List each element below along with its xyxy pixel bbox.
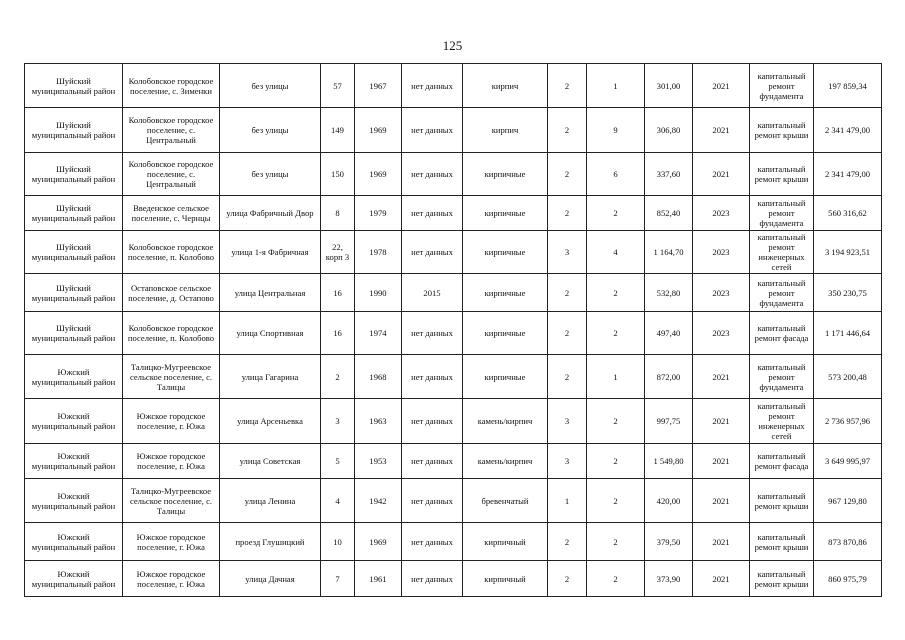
settlement-cell: Колобовское городское поселение, п. Колобово [123, 312, 220, 355]
last-overhaul-cell: нет данных [402, 312, 463, 355]
house-number-cell: 8 [321, 196, 355, 231]
wall-material-cell: кирпичный [463, 561, 548, 597]
year-built-cell: 1969 [355, 153, 402, 196]
district-cell: Южский муниципальный район [25, 561, 123, 597]
table-row [25, 355, 882, 399]
floors-cell: 1 [548, 479, 587, 523]
year-built-cell: 1979 [355, 196, 402, 231]
floors-cell: 3 [548, 231, 587, 274]
entrances-cell: 2 [587, 196, 645, 231]
table-row [25, 274, 882, 312]
floors-cell: 2 [548, 312, 587, 355]
table-row [25, 561, 882, 597]
wall-material-cell: кирпичные [463, 355, 548, 399]
cost-cell: 860 975,79 [814, 561, 882, 597]
area-cell: 337,60 [645, 153, 693, 196]
area-cell: 852,40 [645, 196, 693, 231]
work-type-cell: капитальный ремонт крыши [750, 523, 814, 561]
floors-cell: 3 [548, 399, 587, 444]
work-type-cell: капитальный ремонт инженерных сетей [750, 399, 814, 444]
wall-material-cell: кирпичные [463, 231, 548, 274]
plan-year-cell: 2023 [693, 196, 750, 231]
wall-material-cell: кирпич [463, 64, 548, 108]
house-number-cell: 150 [321, 153, 355, 196]
area-cell: 1 549,80 [645, 444, 693, 479]
last-overhaul-cell: нет данных [402, 108, 463, 153]
cost-cell: 350 230,75 [814, 274, 882, 312]
wall-material-cell: бревенчатый [463, 479, 548, 523]
house-number-cell: 22, корп 3 [321, 231, 355, 274]
year-built-cell: 1967 [355, 64, 402, 108]
work-type-cell: капитальный ремонт крыши [750, 561, 814, 597]
work-type-cell: капитальный ремонт фундамента [750, 196, 814, 231]
house-number-cell: 16 [321, 312, 355, 355]
street-cell: улица Арсеньевка [220, 399, 321, 444]
cost-cell: 1 171 446,64 [814, 312, 882, 355]
table-row [25, 108, 882, 153]
work-type-cell: капитальный ремонт фасада [750, 312, 814, 355]
plan-year-cell: 2021 [693, 479, 750, 523]
settlement-cell: Талицко-Мугреевское сельское поселение, с. Талицы [123, 355, 220, 399]
work-type-cell: капитальный ремонт фундамента [750, 355, 814, 399]
house-number-cell: 57 [321, 64, 355, 108]
entrances-cell: 2 [587, 479, 645, 523]
last-overhaul-cell: нет данных [402, 153, 463, 196]
area-cell: 373,90 [645, 561, 693, 597]
area-cell: 301,00 [645, 64, 693, 108]
settlement-cell: Колобовское городское поселение, с. Центральный [123, 108, 220, 153]
entrances-cell: 1 [587, 64, 645, 108]
district-cell: Шуйский муниципальный район [25, 64, 123, 108]
settlement-cell: Южское городское поселение, г. Южа [123, 444, 220, 479]
district-cell: Южский муниципальный район [25, 444, 123, 479]
plan-year-cell: 2023 [693, 312, 750, 355]
street-cell: улица Фабричный Двор [220, 196, 321, 231]
work-type-cell: капитальный ремонт фундамента [750, 64, 814, 108]
floors-cell: 3 [548, 444, 587, 479]
house-number-cell: 16 [321, 274, 355, 312]
street-cell: улица Центральная [220, 274, 321, 312]
house-number-cell: 149 [321, 108, 355, 153]
cost-cell: 560 316,62 [814, 196, 882, 231]
wall-material-cell: кирпич [463, 108, 548, 153]
last-overhaul-cell: нет данных [402, 444, 463, 479]
cost-cell: 873 870,86 [814, 523, 882, 561]
area-cell: 379,50 [645, 523, 693, 561]
entrances-cell: 2 [587, 312, 645, 355]
house-number-cell: 10 [321, 523, 355, 561]
table-row [25, 444, 882, 479]
cost-cell: 573 200,48 [814, 355, 882, 399]
year-built-cell: 1942 [355, 479, 402, 523]
table-row [25, 523, 882, 561]
table-row [25, 196, 882, 231]
settlement-cell: Колобовское городское поселение, п. Колобово [123, 231, 220, 274]
year-built-cell: 1968 [355, 355, 402, 399]
year-built-cell: 1969 [355, 523, 402, 561]
wall-material-cell: кирпичный [463, 523, 548, 561]
district-cell: Южский муниципальный район [25, 399, 123, 444]
plan-year-cell: 2021 [693, 64, 750, 108]
street-cell: улица Гагарина [220, 355, 321, 399]
floors-cell: 2 [548, 64, 587, 108]
house-number-cell: 4 [321, 479, 355, 523]
settlement-cell: Остаповское сельское поселение, д. Остапово [123, 274, 220, 312]
wall-material-cell: кирпичные [463, 312, 548, 355]
cost-cell: 967 129,80 [814, 479, 882, 523]
settlement-cell: Введенское сельское поселение, с. Чернцы [123, 196, 220, 231]
floors-cell: 2 [548, 523, 587, 561]
entrances-cell: 2 [587, 274, 645, 312]
house-number-cell: 2 [321, 355, 355, 399]
work-type-cell: капитальный ремонт инженерных сетей [750, 231, 814, 274]
last-overhaul-cell: нет данных [402, 479, 463, 523]
area-cell: 532,80 [645, 274, 693, 312]
table-row [25, 399, 882, 444]
floors-cell: 2 [548, 153, 587, 196]
work-type-cell: капитальный ремонт крыши [750, 479, 814, 523]
plan-year-cell: 2021 [693, 399, 750, 444]
floors-cell: 2 [548, 196, 587, 231]
floors-cell: 2 [548, 561, 587, 597]
cost-cell: 3 194 923,51 [814, 231, 882, 274]
plan-year-cell: 2021 [693, 108, 750, 153]
street-cell: улица Спортивная [220, 312, 321, 355]
work-type-cell: капитальный ремонт фундамента [750, 274, 814, 312]
year-built-cell: 1953 [355, 444, 402, 479]
cost-cell: 2 341 479,00 [814, 153, 882, 196]
entrances-cell: 2 [587, 523, 645, 561]
year-built-cell: 1974 [355, 312, 402, 355]
work-type-cell: капитальный ремонт крыши [750, 153, 814, 196]
wall-material-cell: камень/кирпич [463, 399, 548, 444]
plan-year-cell: 2021 [693, 444, 750, 479]
last-overhaul-cell: нет данных [402, 355, 463, 399]
cost-cell: 2 736 957,96 [814, 399, 882, 444]
district-cell: Шуйский муниципальный район [25, 274, 123, 312]
year-built-cell: 1978 [355, 231, 402, 274]
street-cell: без улицы [220, 153, 321, 196]
settlement-cell: Южское городское поселение, г. Южа [123, 561, 220, 597]
district-cell: Шуйский муниципальный район [25, 196, 123, 231]
cost-cell: 2 341 479,00 [814, 108, 882, 153]
floors-cell: 2 [548, 355, 587, 399]
last-overhaul-cell: нет данных [402, 231, 463, 274]
area-cell: 1 164,70 [645, 231, 693, 274]
area-cell: 306,80 [645, 108, 693, 153]
settlement-cell: Колобовское городское поселение, с. Центральный [123, 153, 220, 196]
entrances-cell: 2 [587, 399, 645, 444]
wall-material-cell: кирпичные [463, 196, 548, 231]
table-row [25, 153, 882, 196]
house-number-cell: 7 [321, 561, 355, 597]
wall-material-cell: камень/кирпич [463, 444, 548, 479]
street-cell: проезд Глушицкий [220, 523, 321, 561]
last-overhaul-cell: нет данных [402, 196, 463, 231]
house-number-cell: 3 [321, 399, 355, 444]
street-cell: без улицы [220, 64, 321, 108]
wall-material-cell: кирпичные [463, 274, 548, 312]
floors-cell: 2 [548, 108, 587, 153]
table-row [25, 312, 882, 355]
plan-year-cell: 2021 [693, 523, 750, 561]
plan-year-cell: 2021 [693, 355, 750, 399]
work-type-cell: капитальный ремонт крыши [750, 108, 814, 153]
district-cell: Шуйский муниципальный район [25, 153, 123, 196]
entrances-cell: 2 [587, 444, 645, 479]
entrances-cell: 4 [587, 231, 645, 274]
year-built-cell: 1969 [355, 108, 402, 153]
last-overhaul-cell: нет данных [402, 399, 463, 444]
table-row [25, 479, 882, 523]
entrances-cell: 1 [587, 355, 645, 399]
entrances-cell: 9 [587, 108, 645, 153]
plan-year-cell: 2023 [693, 231, 750, 274]
last-overhaul-cell: нет данных [402, 523, 463, 561]
settlement-cell: Южское городское поселение, г. Южа [123, 399, 220, 444]
district-cell: Южский муниципальный район [25, 355, 123, 399]
plan-year-cell: 2021 [693, 153, 750, 196]
last-overhaul-cell: нет данных [402, 64, 463, 108]
year-built-cell: 1961 [355, 561, 402, 597]
area-cell: 872,00 [645, 355, 693, 399]
street-cell: улица 1-я Фабричная [220, 231, 321, 274]
house-number-cell: 5 [321, 444, 355, 479]
settlement-cell: Колобовское городское поселение, с. Зименки [123, 64, 220, 108]
plan-year-cell: 2023 [693, 274, 750, 312]
table-row [25, 64, 882, 108]
last-overhaul-cell: нет данных [402, 561, 463, 597]
street-cell: без улицы [220, 108, 321, 153]
cost-cell: 197 859,34 [814, 64, 882, 108]
area-cell: 997,75 [645, 399, 693, 444]
plan-year-cell: 2021 [693, 561, 750, 597]
floors-cell: 2 [548, 274, 587, 312]
entrances-cell: 2 [587, 561, 645, 597]
page-number: 125 [442, 38, 463, 53]
street-cell: улица Дачная [220, 561, 321, 597]
area-cell: 420,00 [645, 479, 693, 523]
entrances-cell: 6 [587, 153, 645, 196]
housing-overhaul-table [24, 63, 882, 597]
district-cell: Южский муниципальный район [25, 479, 123, 523]
table-row [25, 231, 882, 274]
street-cell: улица Советская [220, 444, 321, 479]
district-cell: Южский муниципальный район [25, 523, 123, 561]
district-cell: Шуйский муниципальный район [25, 312, 123, 355]
settlement-cell: Талицко-Мугреевское сельское поселение, с. Талицы [123, 479, 220, 523]
work-type-cell: капитальный ремонт фасада [750, 444, 814, 479]
district-cell: Шуйский муниципальный район [25, 231, 123, 274]
street-cell: улица Ленина [220, 479, 321, 523]
year-built-cell: 1963 [355, 399, 402, 444]
last-overhaul-cell: 2015 [402, 274, 463, 312]
year-built-cell: 1990 [355, 274, 402, 312]
settlement-cell: Южское городское поселение, г. Южа [123, 523, 220, 561]
wall-material-cell: кирпичные [463, 153, 548, 196]
area-cell: 497,40 [645, 312, 693, 355]
cost-cell: 3 649 995,97 [814, 444, 882, 479]
district-cell: Шуйский муниципальный район [25, 108, 123, 153]
